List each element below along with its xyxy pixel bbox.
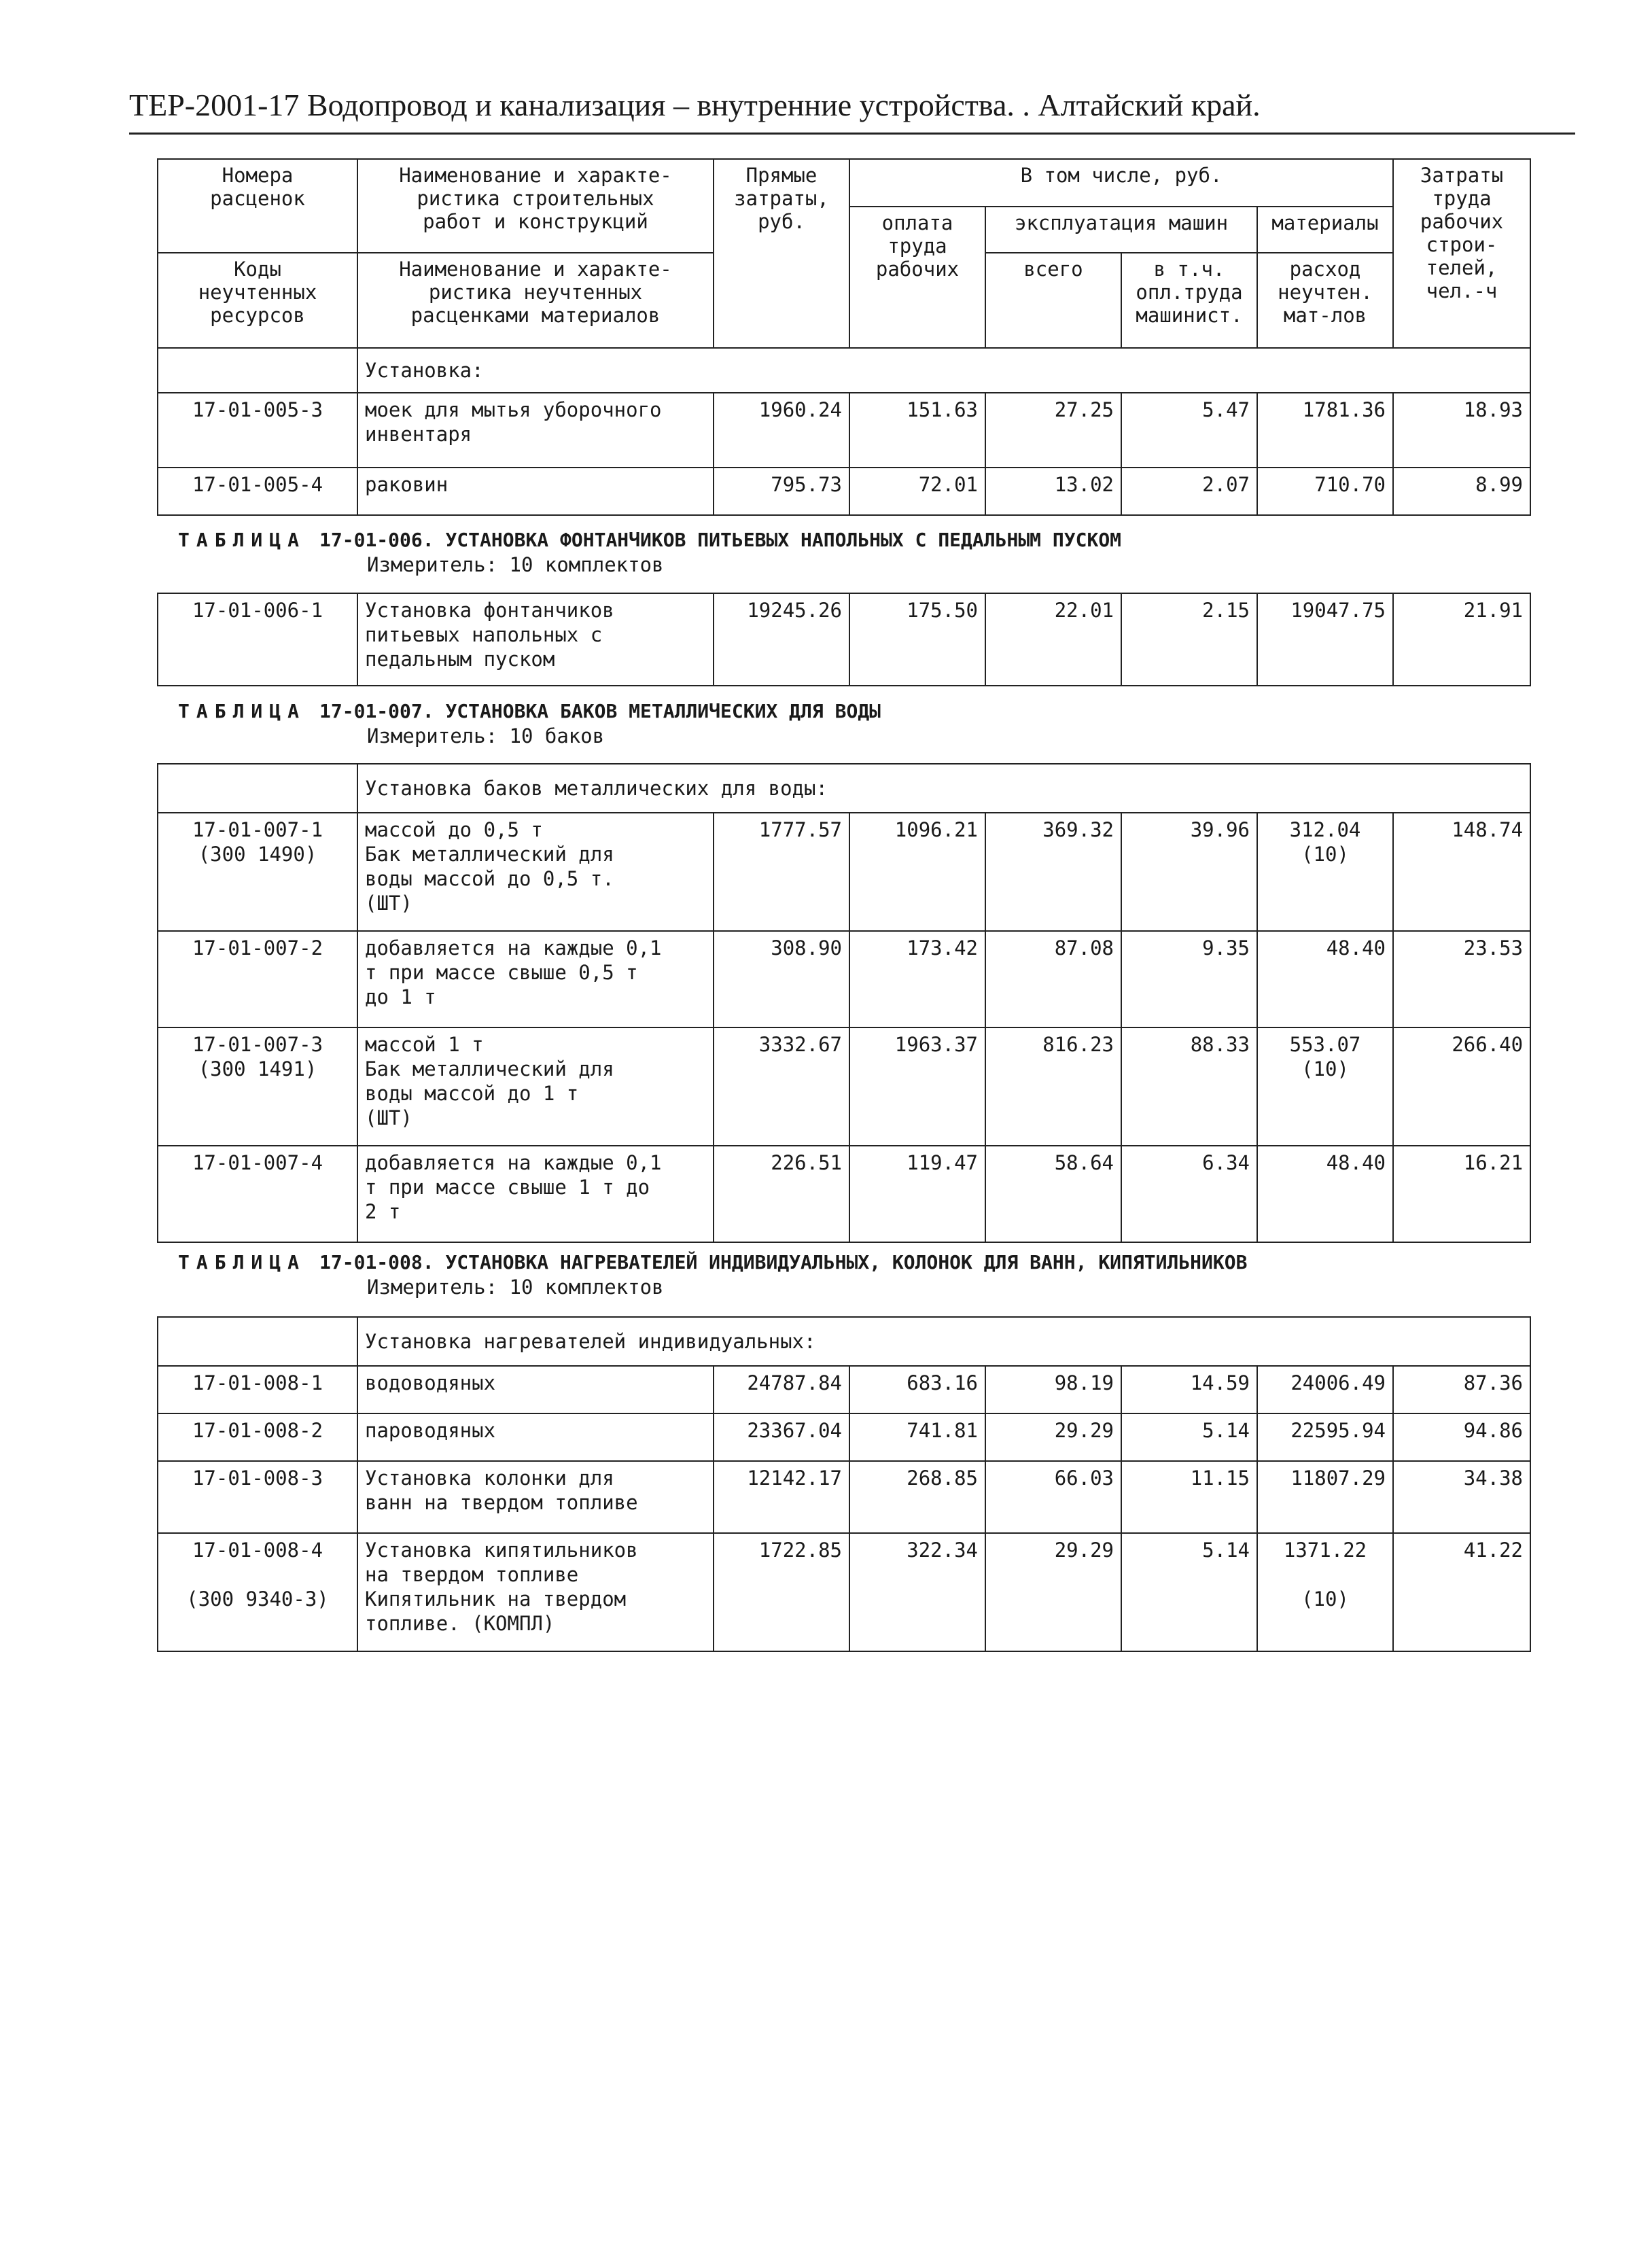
rate-code: 17-01-008-4 (300 9340-3) [158,1533,357,1651]
machines-operator-pay: 2.07 [1121,468,1257,515]
header-oplata: оплата труда рабочих [849,207,985,348]
direct-costs: 23367.04 [714,1413,849,1461]
page-title: ТЕР-2001-17 Водопровод и канализация – внутренние устройства. . Алтайский край. [129,88,1261,122]
labor-pay: 322.34 [849,1533,985,1651]
machines-total: 58.64 [985,1146,1121,1242]
table-row [158,813,1530,931]
table-006-unit: Измеритель: 10 комплектов [367,553,664,576]
header-naim-works: Наименование и характе- ристика строительных работ и конструкций [357,159,714,253]
table-007-label: ТАБЛИЦА [178,700,306,722]
machines-operator-pay: 9.35 [1121,931,1257,1027]
table-row [158,593,1530,686]
rate-code: 17-01-007-1 (300 1490) [158,813,357,931]
labor-pay: 173.42 [849,931,985,1027]
machines-operator-pay: 39.96 [1121,813,1257,931]
rate-name: добавляется на каждые 0,1 т при массе свыше 1 т до 2 т [357,1146,714,1242]
machines-total: 87.08 [985,931,1121,1027]
header-kody: Коды неучтенных ресурсов [158,253,357,348]
direct-costs: 226.51 [714,1146,849,1242]
table-007-unit: Измеритель: 10 баков [367,724,605,748]
rates-table-header [157,158,1531,516]
labor-hours: 94.86 [1393,1413,1530,1461]
labor-hours: 148.74 [1393,813,1530,931]
labor-hours: 41.22 [1393,1533,1530,1651]
machines-total: 66.03 [985,1461,1121,1533]
machines-total: 13.02 [985,468,1121,515]
labor-pay: 151.63 [849,393,985,468]
table-row [158,1146,1530,1242]
materials: 48.40 [1257,931,1393,1027]
materials: 1371.22 (10) [1257,1533,1393,1651]
labor-pay: 1963.37 [849,1027,985,1146]
labor-pay: 175.50 [849,593,985,686]
rate-code: 17-01-008-1 [158,1366,357,1413]
header-vsego: всего [985,253,1121,348]
labor-hours: 34.38 [1393,1461,1530,1533]
rate-code: 17-01-005-4 [158,468,357,515]
direct-costs: 1777.57 [714,813,849,931]
rate-name: массой до 0,5 т Бак металлический для воды массой до 0,5 т. (ШТ) [357,813,714,931]
rate-code: 17-01-008-2 [158,1413,357,1461]
rate-name: Установка фонтанчиков питьевых напольных с педальным пуском [357,593,714,686]
machines-total: 22.01 [985,593,1121,686]
table-008-heading [178,1251,1247,1273]
machines-operator-pay: 6.34 [1121,1146,1257,1242]
table-row [158,1461,1530,1533]
materials: 48.40 [1257,1146,1393,1242]
labor-hours: 8.99 [1393,468,1530,515]
table-row [158,393,1530,468]
header-naim-materials: Наименование и характе- ристика неучтенных расценками материалов [357,253,714,348]
machines-operator-pay: 2.15 [1121,593,1257,686]
materials: 553.07 (10) [1257,1027,1393,1146]
table-008-label: ТАБЛИЦА [178,1251,306,1273]
machines-operator-pay: 5.14 [1121,1533,1257,1651]
machines-total: 27.25 [985,393,1121,468]
labor-pay: 683.16 [849,1366,985,1413]
labor-hours: 16.21 [1393,1146,1530,1242]
rate-name: пароводяных [357,1413,714,1461]
section-label: Установка нагревателей индивидуальных: [357,1317,1530,1366]
rate-name: водоводяных [357,1366,714,1413]
table-row [158,468,1530,515]
header-pryamye: Прямые затраты, руб. [714,159,849,348]
rate-name: раковин [357,468,714,515]
table-008-unit: Измеритель: 10 комплектов [367,1276,664,1299]
table-007-heading [178,700,881,722]
direct-costs: 12142.17 [714,1461,849,1533]
header-ekspl: эксплуатация машин [985,207,1257,253]
machines-operator-pay: 11.15 [1121,1461,1257,1533]
labor-pay: 1096.21 [849,813,985,931]
labor-hours: 21.91 [1393,593,1530,686]
rate-code: 17-01-008-3 [158,1461,357,1533]
rate-code: 17-01-007-4 [158,1146,357,1242]
table-row [158,1027,1530,1146]
direct-costs: 795.73 [714,468,849,515]
table-row [158,1366,1530,1413]
rate-code: 17-01-007-3 (300 1491) [158,1027,357,1146]
direct-costs: 1722.85 [714,1533,849,1651]
header-rashod: расход неучтен. мат-лов [1257,253,1393,348]
rate-name: Установка кипятильников на твердом топливе Кипятильник на твердом топливе. (КОМПЛ) [357,1533,714,1651]
rate-name: Установка колонки для ванн на твердом топливе [357,1461,714,1533]
table-007-title: 17-01-007. УСТАНОВКА БАКОВ МЕТАЛЛИЧЕСКИХ ДЛЯ ВОДЫ [319,700,881,722]
direct-costs: 19245.26 [714,593,849,686]
rate-name: моек для мытья уборочного инвентаря [357,393,714,468]
table-008 [157,1316,1531,1652]
materials: 1781.36 [1257,393,1393,468]
materials: 24006.49 [1257,1366,1393,1413]
header-nomera: Номера расценок [158,159,357,253]
direct-costs: 308.90 [714,931,849,1027]
header-zatraty: Затраты труда рабочих строи- телей, чел.-ч [1393,159,1530,348]
header-v-tom-chisle: В том числе, руб. [849,159,1393,207]
rate-name: массой 1 т Бак металлический для воды массой до 1 т (ШТ) [357,1027,714,1146]
direct-costs: 1960.24 [714,393,849,468]
table-row [158,1413,1530,1461]
labor-hours: 23.53 [1393,931,1530,1027]
labor-pay: 119.47 [849,1146,985,1242]
direct-costs: 24787.84 [714,1366,849,1413]
title-rule [129,133,1575,135]
table-row [158,1533,1530,1651]
table-006-title: 17-01-006. УСТАНОВКА ФОНТАНЧИКОВ ПИТЬЕВЫХ НАПОЛЬНЫХ С ПЕДАЛЬНЫМ ПУСКОМ [319,529,1122,551]
rate-code: 17-01-005-3 [158,393,357,468]
rate-name: добавляется на каждые 0,1 т при массе свыше 0,5 т до 1 т [357,931,714,1027]
materials: 312.04 (10) [1257,813,1393,931]
machines-total: 29.29 [985,1533,1121,1651]
machines-operator-pay: 88.33 [1121,1027,1257,1146]
machines-total: 98.19 [985,1366,1121,1413]
machines-operator-pay: 5.47 [1121,393,1257,468]
section-label: Установка: [357,348,1530,393]
materials: 710.70 [1257,468,1393,515]
table-row [158,931,1530,1027]
machines-total: 29.29 [985,1413,1121,1461]
machines-total: 369.32 [985,813,1121,931]
table-007 [157,763,1531,1243]
direct-costs: 3332.67 [714,1027,849,1146]
machines-operator-pay: 5.14 [1121,1413,1257,1461]
table-008-title: 17-01-008. УСТАНОВКА НАГРЕВАТЕЛЕЙ ИНДИВИДУАЛЬНЫХ, КОЛОНОК ДЛЯ ВАНН, КИПЯТИЛЬНИКОВ [319,1251,1248,1273]
labor-hours: 266.40 [1393,1027,1530,1146]
header-v-t-ch: в т.ч. опл.труда машинист. [1121,253,1257,348]
labor-pay: 741.81 [849,1413,985,1461]
rate-code: 17-01-006-1 [158,593,357,686]
machines-operator-pay: 14.59 [1121,1366,1257,1413]
materials: 22595.94 [1257,1413,1393,1461]
rate-code: 17-01-007-2 [158,931,357,1027]
materials: 11807.29 [1257,1461,1393,1533]
labor-pay: 72.01 [849,468,985,515]
table-006 [157,593,1531,686]
machines-total: 816.23 [985,1027,1121,1146]
header-materialy: материалы [1257,207,1393,253]
section-label: Установка баков металлических для воды: [357,764,1530,813]
table-006-label: ТАБЛИЦА [178,529,306,551]
labor-hours: 87.36 [1393,1366,1530,1413]
labor-hours: 18.93 [1393,393,1530,468]
table-006-heading [178,529,1121,551]
labor-pay: 268.85 [849,1461,985,1533]
materials: 19047.75 [1257,593,1393,686]
